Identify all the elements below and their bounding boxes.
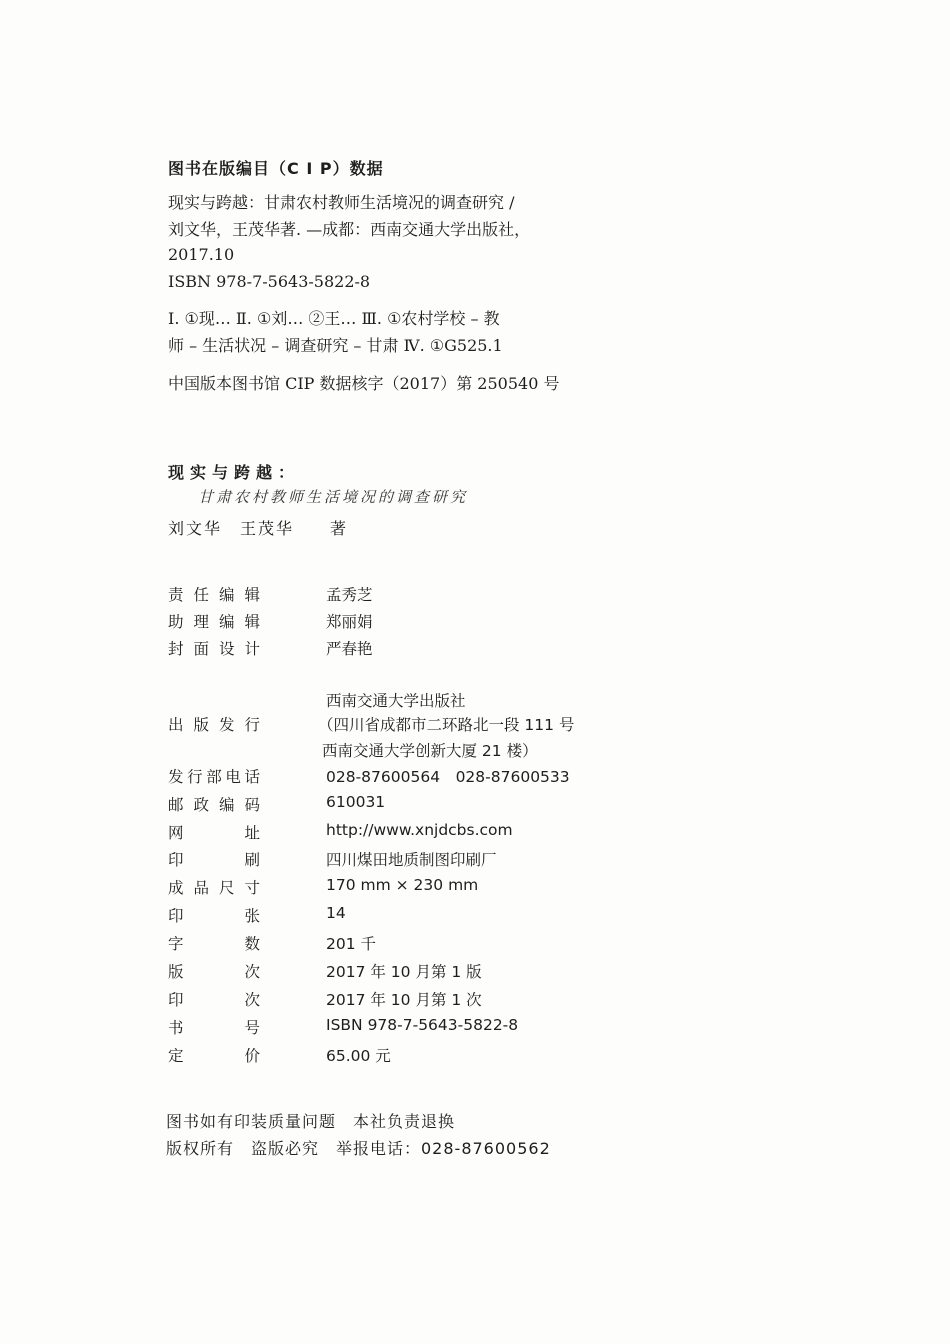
detail-label: 印 次 [168, 991, 260, 1009]
book-authors: 刘文华 王茂华 著 [168, 519, 349, 538]
detail-row [168, 821, 868, 845]
detail-label: 印 张 [168, 907, 260, 925]
detail-row [168, 988, 868, 1012]
website-value: http://www.xnjdcbs.com [326, 821, 513, 839]
detail-label: 字 数 [168, 935, 260, 953]
detail-row [168, 1016, 868, 1040]
detail-row [168, 960, 868, 984]
detail-label: 书 号 [168, 1019, 260, 1037]
editor-label: 责 任 编 辑 [168, 586, 260, 604]
detail-label: 成 品 尺 寸 [168, 879, 260, 897]
detail-value: ISBN 978-7-5643-5822-8 [326, 1016, 519, 1034]
book-subtitle: 甘肃农村教师生活境况的调查研究 [198, 488, 469, 506]
detail-row [168, 904, 868, 928]
detail-row [168, 793, 868, 817]
detail-value: 四川煤田地质制图印刷厂 [326, 851, 497, 869]
detail-value: 14 [326, 904, 346, 922]
quality-notice: 图书如有印装质量问题 本社负责退换 [166, 1112, 456, 1131]
detail-label: 邮 政 编 码 [168, 796, 260, 814]
detail-row [168, 1044, 868, 1068]
detail-value: 2017 年 10 月第 1 次 [326, 991, 482, 1009]
detail-value: 65.00 元 [326, 1047, 391, 1065]
detail-value: 170 mm × 230 mm [326, 876, 479, 894]
editor-label: 助 理 编 辑 [168, 613, 260, 631]
editor-value: 孟秀芝 [326, 586, 373, 604]
cip-line: 中国版本图书馆 CIP 数据核字（2017）第 250540 号 [168, 374, 560, 393]
book-title: 现实与跨越： [168, 463, 301, 482]
detail-row [168, 932, 868, 956]
detail-row [168, 765, 868, 789]
editor-row [168, 583, 868, 607]
detail-label: 网 址 [168, 824, 260, 842]
detail-value: 028-87600564 028-87600533 [326, 768, 570, 786]
editor-row [168, 637, 868, 661]
detail-label: 定 价 [168, 1047, 260, 1065]
cip-line: 师 – 生活状况 – 调查研究 – 甘肃 Ⅳ. ①G525.1 [168, 336, 503, 355]
editor-row [168, 610, 868, 634]
copyright-notice: 版权所有 盗版必究 举报电话：028-87600562 [166, 1139, 551, 1158]
publisher-name: 西南交通大学出版社 [326, 692, 466, 710]
editor-value: 郑丽娟 [326, 613, 373, 631]
detail-value: 201 千 [326, 935, 377, 953]
publisher-address: （四川省成都市二环路北一段 111 号 [318, 716, 575, 734]
detail-label: 印 刷 [168, 851, 260, 869]
detail-row [168, 848, 868, 872]
detail-label: 发 行 部 电 话 [168, 768, 260, 786]
cip-line: 2017.10 [168, 245, 235, 264]
editor-label: 封 面 设 计 [168, 640, 260, 658]
editor-value: 严春艳 [326, 640, 373, 658]
cip-line: 现实与跨越：甘肃农村教师生活境况的调查研究 / [168, 193, 515, 212]
detail-value: 610031 [326, 793, 386, 811]
detail-row [168, 876, 868, 900]
detail-value: 2017 年 10 月第 1 版 [326, 963, 482, 981]
cip-heading: 图书在版编目（C I P）数据 [168, 159, 384, 178]
cip-line: Ⅰ. ①现… Ⅱ. ①刘… ②王… Ⅲ. ①农村学校 – 教 [168, 309, 500, 328]
publisher-address: 西南交通大学创新大厦 21 楼） [322, 742, 538, 760]
detail-label: 版 次 [168, 963, 260, 981]
cip-line: 刘文华，王茂华著. —成都：西南交通大学出版社， [168, 220, 531, 239]
cip-line: ISBN 978-7-5643-5822-8 [168, 272, 371, 291]
publisher-label: 出 版 发 行 [168, 716, 260, 734]
